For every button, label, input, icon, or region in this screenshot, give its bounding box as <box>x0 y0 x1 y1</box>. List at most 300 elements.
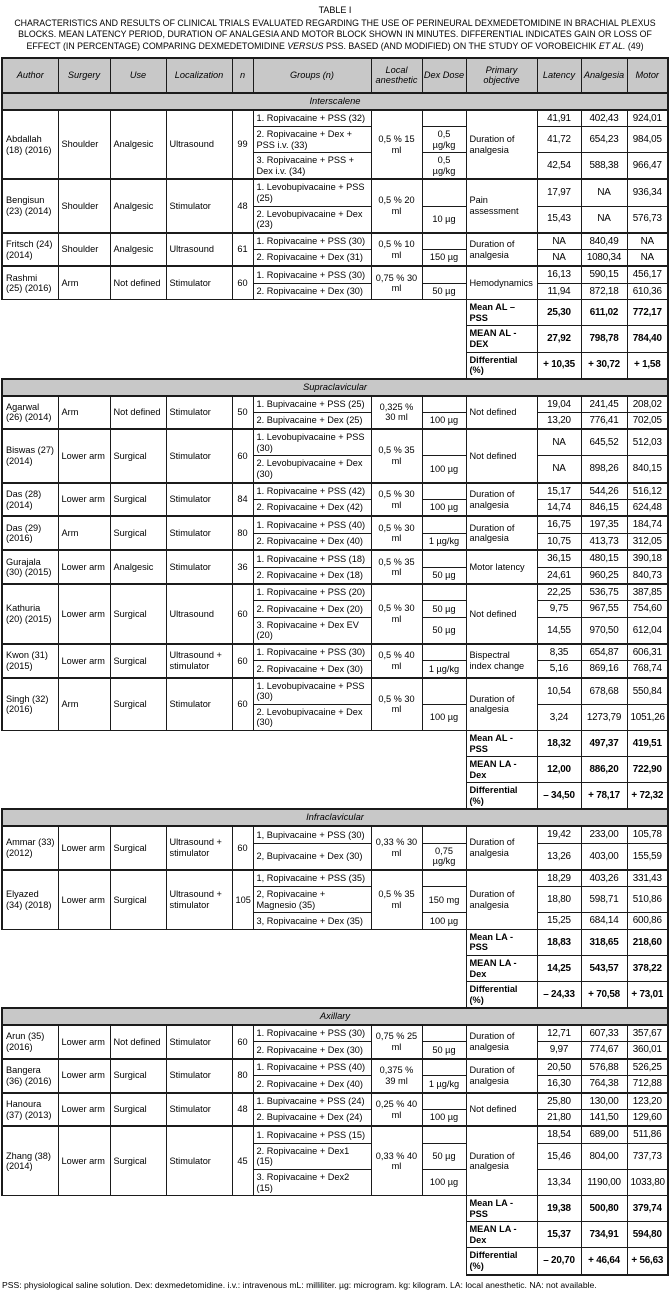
n-cell: 60 <box>232 584 253 644</box>
objective-cell: Duration of analgesia <box>466 1025 537 1059</box>
latency-cell: 17,97 <box>537 179 581 206</box>
dex-dose-cell: 50 µg <box>422 601 466 617</box>
motor-cell: 129,60 <box>627 1110 668 1127</box>
dex-dose-cell <box>422 584 466 601</box>
dex-dose-cell: 50 µg <box>422 567 466 584</box>
analgesia-cell: 130,00 <box>581 1093 627 1110</box>
study-group-row <box>2 870 668 887</box>
objective-cell: Bispectral index change <box>466 644 537 678</box>
objective-cell: Duration of analgesia <box>466 483 537 517</box>
surgery-cell: Arm <box>58 678 110 731</box>
analgesia-cell: 480,15 <box>581 550 627 567</box>
objective-cell: Duration of analgesia <box>466 110 537 180</box>
latency-cell: 18,29 <box>537 870 581 887</box>
anesthetic-cell: 0,5 % 20 ml <box>371 179 422 232</box>
author-cell: Singh (32) (2016) <box>2 678 58 731</box>
use-cell: Surgical <box>110 1059 166 1093</box>
motor-cell: 331,43 <box>627 870 668 887</box>
section-title: Infraclavicular <box>2 809 668 826</box>
localization-cell: Ultrasound + stimulator <box>166 644 232 678</box>
analgesia-cell: 241,45 <box>581 396 627 413</box>
group-cell: 1. Ropivacaine + PSS (40) <box>253 1059 371 1076</box>
motor-cell: 512,03 <box>627 429 668 456</box>
group-cell: 2. Levobupivacaine + Dex (30) <box>253 704 371 730</box>
group-cell: 1, Bupivacaine + PSS (30) <box>253 826 371 843</box>
motor-cell: 768,74 <box>627 661 668 678</box>
summary-spacer <box>2 1196 466 1222</box>
dex-dose-cell <box>422 870 466 887</box>
summary-row <box>2 982 668 1009</box>
section-header-row <box>2 379 668 396</box>
header-row <box>2 58 668 93</box>
column-header-localization: Localization <box>166 58 232 93</box>
motor-cell: 840,73 <box>627 567 668 584</box>
summary-label-cell: MEAN LA - Dex <box>466 955 537 981</box>
group-cell: 1. Levobupivacaine + PSS (30) <box>253 429 371 456</box>
dex-dose-cell <box>422 396 466 413</box>
group-cell: 2. Levobupivacaine + Dex (30) <box>253 456 371 483</box>
objective-cell: Not defined <box>466 1093 537 1127</box>
author-cell: Kathuria (20) (2015) <box>2 584 58 644</box>
motor-cell: 936,34 <box>627 179 668 206</box>
group-cell: 2. Bupivacaine + Dex (24) <box>253 1110 371 1127</box>
summary-row <box>2 955 668 981</box>
n-cell: 60 <box>232 429 253 482</box>
localization-cell: Stimulator <box>166 1025 232 1059</box>
surgery-cell: Lower arm <box>58 429 110 482</box>
surgery-cell: Lower arm <box>58 550 110 584</box>
summary-analgesia-cell: 318,65 <box>581 929 627 955</box>
latency-cell: 16,30 <box>537 1076 581 1093</box>
analgesia-cell: 654,87 <box>581 644 627 661</box>
group-cell: 2, Bupivacaine + Dex (30) <box>253 843 371 870</box>
surgery-cell: Lower arm <box>58 870 110 929</box>
surgery-cell: Lower arm <box>58 1126 110 1195</box>
summary-motor-cell: 419,51 <box>627 731 668 757</box>
localization-cell: Stimulator <box>166 266 232 299</box>
motor-cell: 754,60 <box>627 601 668 617</box>
trials-table <box>1 57 669 1276</box>
dex-dose-cell <box>422 1126 466 1143</box>
caption-part: CHARACTERISTICS AND RESULTS OF CLINICAL TRIALS EVALUATED REGARDING THE USE OF PERINEURAL DEXMEDETOMIDINE IN BRACHIAL PLEXUS BLOCKS. MEAN LATENCY PERIOD, DURATION OF ANALGESIA AND MOTOR BLOCK SHOWN IN MINUTES. DIFFERENTIAL INDICATES GAIN OR LOSS OF EFFECT (IN PERCENTAGE) COMPARING DEXMEDETOMIDINE <box>14 17 656 52</box>
group-cell: 2. Ropivacaine + Dex (30) <box>253 661 371 678</box>
dex-dose-cell <box>422 1093 466 1110</box>
latency-cell: 10,75 <box>537 533 581 550</box>
motor-cell: 624,48 <box>627 500 668 517</box>
summary-spacer <box>2 352 466 379</box>
surgery-cell: Lower arm <box>58 483 110 517</box>
summary-latency-cell: – 34,50 <box>537 783 581 810</box>
study-group-row <box>2 396 668 413</box>
motor-cell: 390,18 <box>627 550 668 567</box>
summary-spacer <box>2 982 466 1009</box>
analgesia-cell: NA <box>581 206 627 233</box>
summary-label-cell: Differential (%) <box>466 352 537 379</box>
summary-row <box>2 352 668 379</box>
motor-cell: 600,86 <box>627 913 668 929</box>
summary-label-cell: Differential (%) <box>466 783 537 810</box>
anesthetic-cell: 0,5 % 35 ml <box>371 870 422 929</box>
section-header-row <box>2 1008 668 1025</box>
caption-part: (49) <box>625 41 644 52</box>
summary-latency-cell: – 20,70 <box>537 1248 581 1275</box>
localization-cell: Ultrasound <box>166 110 232 180</box>
n-cell: 105 <box>232 870 253 929</box>
study-group-row <box>2 678 668 705</box>
latency-cell: NA <box>537 233 581 250</box>
group-cell: 2. Bupivacaine + Dex (25) <box>253 412 371 429</box>
dex-dose-cell: 100 µg <box>422 500 466 517</box>
motor-cell: 966,47 <box>627 153 668 180</box>
group-cell: 1. Ropivacaine + PSS (20) <box>253 584 371 601</box>
anesthetic-cell: 0,5 % 40 ml <box>371 644 422 678</box>
summary-analgesia-cell: + 46,64 <box>581 1248 627 1275</box>
summary-label-cell: Mean AL - PSS <box>466 731 537 757</box>
localization-cell: Stimulator <box>166 1126 232 1195</box>
summary-label-cell: Mean AL – PSS <box>466 300 537 326</box>
author-cell: Fritsch (24) (2014) <box>2 233 58 267</box>
analgesia-cell: 402,43 <box>581 110 627 127</box>
latency-cell: 22,25 <box>537 584 581 601</box>
use-cell: Surgical <box>110 870 166 929</box>
motor-cell: 1051,26 <box>627 704 668 730</box>
summary-latency-cell: – 24,33 <box>537 982 581 1009</box>
analgesia-cell: 1190,00 <box>581 1169 627 1195</box>
latency-cell: 41,91 <box>537 110 581 127</box>
surgery-cell: Arm <box>58 266 110 299</box>
column-header-groups: Groups (n) <box>253 58 371 93</box>
column-header-author: Author <box>2 58 58 93</box>
localization-cell: Stimulator <box>166 516 232 550</box>
summary-row <box>2 300 668 326</box>
analgesia-cell: 233,00 <box>581 826 627 843</box>
anesthetic-cell: 0,25 % 40 ml <box>371 1093 422 1127</box>
analgesia-cell: 684,14 <box>581 913 627 929</box>
dex-dose-cell: 100 µg <box>422 704 466 730</box>
surgery-cell: Arm <box>58 396 110 430</box>
summary-spacer <box>2 731 466 757</box>
author-cell: Bengisun (23) (2014) <box>2 179 58 232</box>
summary-analgesia-cell: 886,20 <box>581 757 627 783</box>
objective-cell: Duration of analgesia <box>466 870 537 929</box>
author-cell: Biswas (27) (2014) <box>2 429 58 482</box>
latency-cell: NA <box>537 429 581 456</box>
group-cell: 3. Ropivacaine + Dex2 (15) <box>253 1169 371 1195</box>
summary-spacer <box>2 955 466 981</box>
localization-cell: Stimulator <box>166 550 232 584</box>
anesthetic-cell: 0,5 % 30 ml <box>371 516 422 550</box>
group-cell: 1. Levobupivacaine + PSS (25) <box>253 179 371 206</box>
motor-cell: 360,01 <box>627 1042 668 1059</box>
author-cell: Rashmi (25) (2016) <box>2 266 58 299</box>
localization-cell: Ultrasound + stimulator <box>166 870 232 929</box>
group-cell: 3, Ropivacaine + Dex (35) <box>253 913 371 929</box>
summary-label-cell: MEAN AL - DEX <box>466 326 537 352</box>
analgesia-cell: 598,71 <box>581 887 627 913</box>
summary-motor-cell: + 1,58 <box>627 352 668 379</box>
analgesia-cell: NA <box>581 179 627 206</box>
caption-part: PSS. BASED (AND MODIFIED) ON THE STUDY OF VOROBEICHIK <box>323 41 599 52</box>
author-cell: Gurajala (30) (2015) <box>2 550 58 584</box>
analgesia-cell: 774,67 <box>581 1042 627 1059</box>
dex-dose-cell: 100 µg <box>422 1169 466 1195</box>
summary-latency-cell: 15,37 <box>537 1222 581 1248</box>
motor-cell: 712,88 <box>627 1076 668 1093</box>
localization-cell: Ultrasound <box>166 233 232 267</box>
surgery-cell: Lower arm <box>58 1025 110 1059</box>
group-cell: 2. Ropivacaine + Dex (30) <box>253 1042 371 1059</box>
latency-cell: 13,20 <box>537 412 581 429</box>
summary-spacer <box>2 1222 466 1248</box>
analgesia-cell: 967,55 <box>581 601 627 617</box>
n-cell: 45 <box>232 1126 253 1195</box>
use-cell: Not defined <box>110 396 166 430</box>
objective-cell: Duration of analgesia <box>466 1126 537 1195</box>
surgery-cell: Lower arm <box>58 1093 110 1127</box>
summary-label-cell: MEAN LA - Dex <box>466 1222 537 1248</box>
motor-cell: 184,74 <box>627 516 668 533</box>
anesthetic-cell: 0,5 % 30 ml <box>371 483 422 517</box>
summary-spacer <box>2 300 466 326</box>
dex-dose-cell <box>422 266 466 283</box>
footnote-text: PSS: physiological saline solution. Dex: dexmedetomidine. i.v.: intravenous mL: milliliter. µg: microgram. kg: kilogram. LA: local anesthetic. NA: not available. <box>2 1279 597 1290</box>
n-cell: 61 <box>232 233 253 267</box>
summary-analgesia-cell: 497,37 <box>581 731 627 757</box>
author-cell: Arun (35) (2016) <box>2 1025 58 1059</box>
analgesia-cell: 689,00 <box>581 1126 627 1143</box>
anesthetic-cell: 0,5 % 35 ml <box>371 550 422 584</box>
section-header-row <box>2 809 668 826</box>
motor-cell: 737,73 <box>627 1143 668 1169</box>
analgesia-cell: 588,38 <box>581 153 627 180</box>
n-cell: 48 <box>232 1093 253 1127</box>
latency-cell: 21,80 <box>537 1110 581 1127</box>
use-cell: Analgesic <box>110 179 166 232</box>
summary-label-cell: Differential (%) <box>466 982 537 1009</box>
summary-label-cell: Differential (%) <box>466 1248 537 1275</box>
group-cell: 1. Ropivacaine + PSS (30) <box>253 644 371 661</box>
group-cell: 2. Ropivacaine + Dex (18) <box>253 567 371 584</box>
summary-row <box>2 757 668 783</box>
analgesia-cell: 403,26 <box>581 870 627 887</box>
motor-cell: 208,02 <box>627 396 668 413</box>
surgery-cell: Arm <box>58 516 110 550</box>
localization-cell: Stimulator <box>166 483 232 517</box>
latency-cell: 41,72 <box>537 127 581 153</box>
anesthetic-cell: 0,325 % 30 ml <box>371 396 422 430</box>
latency-cell: 9,75 <box>537 601 581 617</box>
anesthetic-cell: 0,5 % 35 ml <box>371 429 422 482</box>
study-group-row <box>2 429 668 456</box>
summary-latency-cell: 18,83 <box>537 929 581 955</box>
group-cell: 1, Ropivacaine + PSS (35) <box>253 870 371 887</box>
objective-cell: Pain assessment <box>466 179 537 232</box>
column-header-dex-dose: Dex Dose <box>422 58 466 93</box>
dex-dose-cell <box>422 678 466 705</box>
analgesia-cell: 645,52 <box>581 429 627 456</box>
motor-cell: 526,25 <box>627 1059 668 1076</box>
summary-spacer <box>2 326 466 352</box>
study-group-row <box>2 644 668 661</box>
latency-cell: 15,46 <box>537 1143 581 1169</box>
summary-latency-cell: 14,25 <box>537 955 581 981</box>
group-cell: 3. Ropivacaine + Dex EV (20) <box>253 617 371 644</box>
dex-dose-cell <box>422 644 466 661</box>
latency-cell: 15,43 <box>537 206 581 233</box>
group-cell: 2. Ropivacaine + Dex + PSS i.v. (33) <box>253 127 371 153</box>
summary-analgesia-cell: 543,57 <box>581 955 627 981</box>
study-group-row <box>2 1059 668 1076</box>
study-group-row <box>2 483 668 500</box>
summary-analgesia-cell: + 30,72 <box>581 352 627 379</box>
summary-spacer <box>2 783 466 810</box>
localization-cell: Stimulator <box>166 678 232 731</box>
analgesia-cell: 1273,79 <box>581 704 627 730</box>
motor-cell: 387,85 <box>627 584 668 601</box>
summary-label-cell: MEAN LA - Dex <box>466 757 537 783</box>
column-header-use: Use <box>110 58 166 93</box>
surgery-cell: Lower arm <box>58 826 110 870</box>
summary-motor-cell: 379,74 <box>627 1196 668 1222</box>
summary-label-cell: Mean LA - PSS <box>466 929 537 955</box>
caption-part: ET AL. <box>598 41 626 52</box>
author-cell: Kwon (31) (2015) <box>2 644 58 678</box>
dex-dose-cell <box>422 550 466 567</box>
motor-cell: 123,20 <box>627 1093 668 1110</box>
analgesia-cell: 141,50 <box>581 1110 627 1127</box>
study-group-row <box>2 550 668 567</box>
localization-cell: Ultrasound + stimulator <box>166 826 232 870</box>
n-cell: 50 <box>232 396 253 430</box>
latency-cell: 20,50 <box>537 1059 581 1076</box>
latency-cell: 18,54 <box>537 1126 581 1143</box>
analgesia-cell: 764,38 <box>581 1076 627 1093</box>
motor-cell: 924,01 <box>627 110 668 127</box>
latency-cell: 13,34 <box>537 1169 581 1195</box>
summary-motor-cell: 218,60 <box>627 929 668 955</box>
use-cell: Surgical <box>110 1093 166 1127</box>
motor-cell: 576,73 <box>627 206 668 233</box>
author-cell: Das (29) (2016) <box>2 516 58 550</box>
table-title-block <box>0 0 670 57</box>
dex-dose-cell: 0,5 µg/kg <box>422 127 466 153</box>
study-group-row <box>2 179 668 206</box>
motor-cell: 456,17 <box>627 266 668 283</box>
column-header-surgery: Surgery <box>58 58 110 93</box>
summary-row <box>2 731 668 757</box>
objective-cell: Motor latency <box>466 550 537 584</box>
group-cell: 1. Ropivacaine + PSS (30) <box>253 1025 371 1042</box>
column-header-latency: Latency <box>537 58 581 93</box>
group-cell: 1. Bupivacaine + PSS (24) <box>253 1093 371 1110</box>
use-cell: Surgical <box>110 678 166 731</box>
latency-cell: 12,71 <box>537 1025 581 1042</box>
analgesia-cell: 776,41 <box>581 412 627 429</box>
summary-analgesia-cell: 734,91 <box>581 1222 627 1248</box>
study-group-row <box>2 266 668 283</box>
summary-motor-cell: 594,80 <box>627 1222 668 1248</box>
analgesia-cell: 872,18 <box>581 283 627 299</box>
n-cell: 60 <box>232 826 253 870</box>
summary-latency-cell: 27,92 <box>537 326 581 352</box>
motor-cell: 510,86 <box>627 887 668 913</box>
motor-cell: 1033,80 <box>627 1169 668 1195</box>
summary-analgesia-cell: + 70,58 <box>581 982 627 1009</box>
analgesia-cell: 576,88 <box>581 1059 627 1076</box>
objective-cell: Not defined <box>466 429 537 482</box>
summary-row <box>2 929 668 955</box>
author-cell: Elyazed (34) (2018) <box>2 870 58 929</box>
author-cell: Ammar (33) (2012) <box>2 826 58 870</box>
summary-motor-cell: 722,90 <box>627 757 668 783</box>
motor-cell: 511,86 <box>627 1126 668 1143</box>
summary-spacer <box>2 929 466 955</box>
group-cell: 1. Ropivacaine + PSS (42) <box>253 483 371 500</box>
analgesia-cell: 536,75 <box>581 584 627 601</box>
objective-cell: Duration of analgesia <box>466 233 537 267</box>
study-group-row <box>2 110 668 127</box>
anesthetic-cell: 0,75 % 30 ml <box>371 266 422 299</box>
dex-dose-cell: 1 µg/kg <box>422 533 466 550</box>
use-cell: Not defined <box>110 1025 166 1059</box>
group-cell: 2. Ropivacaine + Dex1 (15) <box>253 1143 371 1169</box>
latency-cell: 9,97 <box>537 1042 581 1059</box>
analgesia-cell: 869,16 <box>581 661 627 678</box>
surgery-cell: Lower arm <box>58 584 110 644</box>
analgesia-cell: 678,68 <box>581 678 627 705</box>
group-cell: 3. Ropivacaine + PSS + Dex i.v. (34) <box>253 153 371 180</box>
dex-dose-cell <box>422 110 466 127</box>
group-cell: 1. Ropivacaine + PSS (40) <box>253 516 371 533</box>
latency-cell: 42,54 <box>537 153 581 180</box>
latency-cell: 16,13 <box>537 266 581 283</box>
group-cell: 2. Ropivacaine + Dex (40) <box>253 533 371 550</box>
dex-dose-cell: 100 µg <box>422 1110 466 1127</box>
n-cell: 36 <box>232 550 253 584</box>
latency-cell: 24,61 <box>537 567 581 584</box>
study-group-row <box>2 584 668 601</box>
summary-motor-cell: 378,22 <box>627 955 668 981</box>
latency-cell: NA <box>537 250 581 267</box>
summary-row <box>2 783 668 810</box>
latency-cell: 25,80 <box>537 1093 581 1110</box>
dex-dose-cell: 50 µg <box>422 1143 466 1169</box>
summary-motor-cell: + 72,32 <box>627 783 668 810</box>
localization-cell: Ultrasound <box>166 584 232 644</box>
latency-cell: 36,15 <box>537 550 581 567</box>
latency-cell: 5,16 <box>537 661 581 678</box>
objective-cell: Duration of analgesia <box>466 1059 537 1093</box>
summary-latency-cell: 18,32 <box>537 731 581 757</box>
dex-dose-cell: 100 µg <box>422 913 466 929</box>
use-cell: Analgesic <box>110 233 166 267</box>
dex-dose-cell <box>422 429 466 456</box>
use-cell: Analgesic <box>110 550 166 584</box>
study-group-row <box>2 1093 668 1110</box>
n-cell: 48 <box>232 179 253 232</box>
group-cell: 1. Ropivacaine + PSS (15) <box>253 1126 371 1143</box>
dex-dose-cell <box>422 826 466 843</box>
analgesia-cell: 898,26 <box>581 456 627 483</box>
group-cell: 1. Bupivacaine + PSS (25) <box>253 396 371 413</box>
anesthetic-cell: 0,5 % 10 ml <box>371 233 422 267</box>
caption-part: VERSUS <box>287 41 324 52</box>
use-cell: Analgesic <box>110 110 166 180</box>
study-group-row <box>2 1025 668 1042</box>
summary-row <box>2 1222 668 1248</box>
n-cell: 84 <box>232 483 253 517</box>
summary-motor-cell: + 73,01 <box>627 982 668 1009</box>
